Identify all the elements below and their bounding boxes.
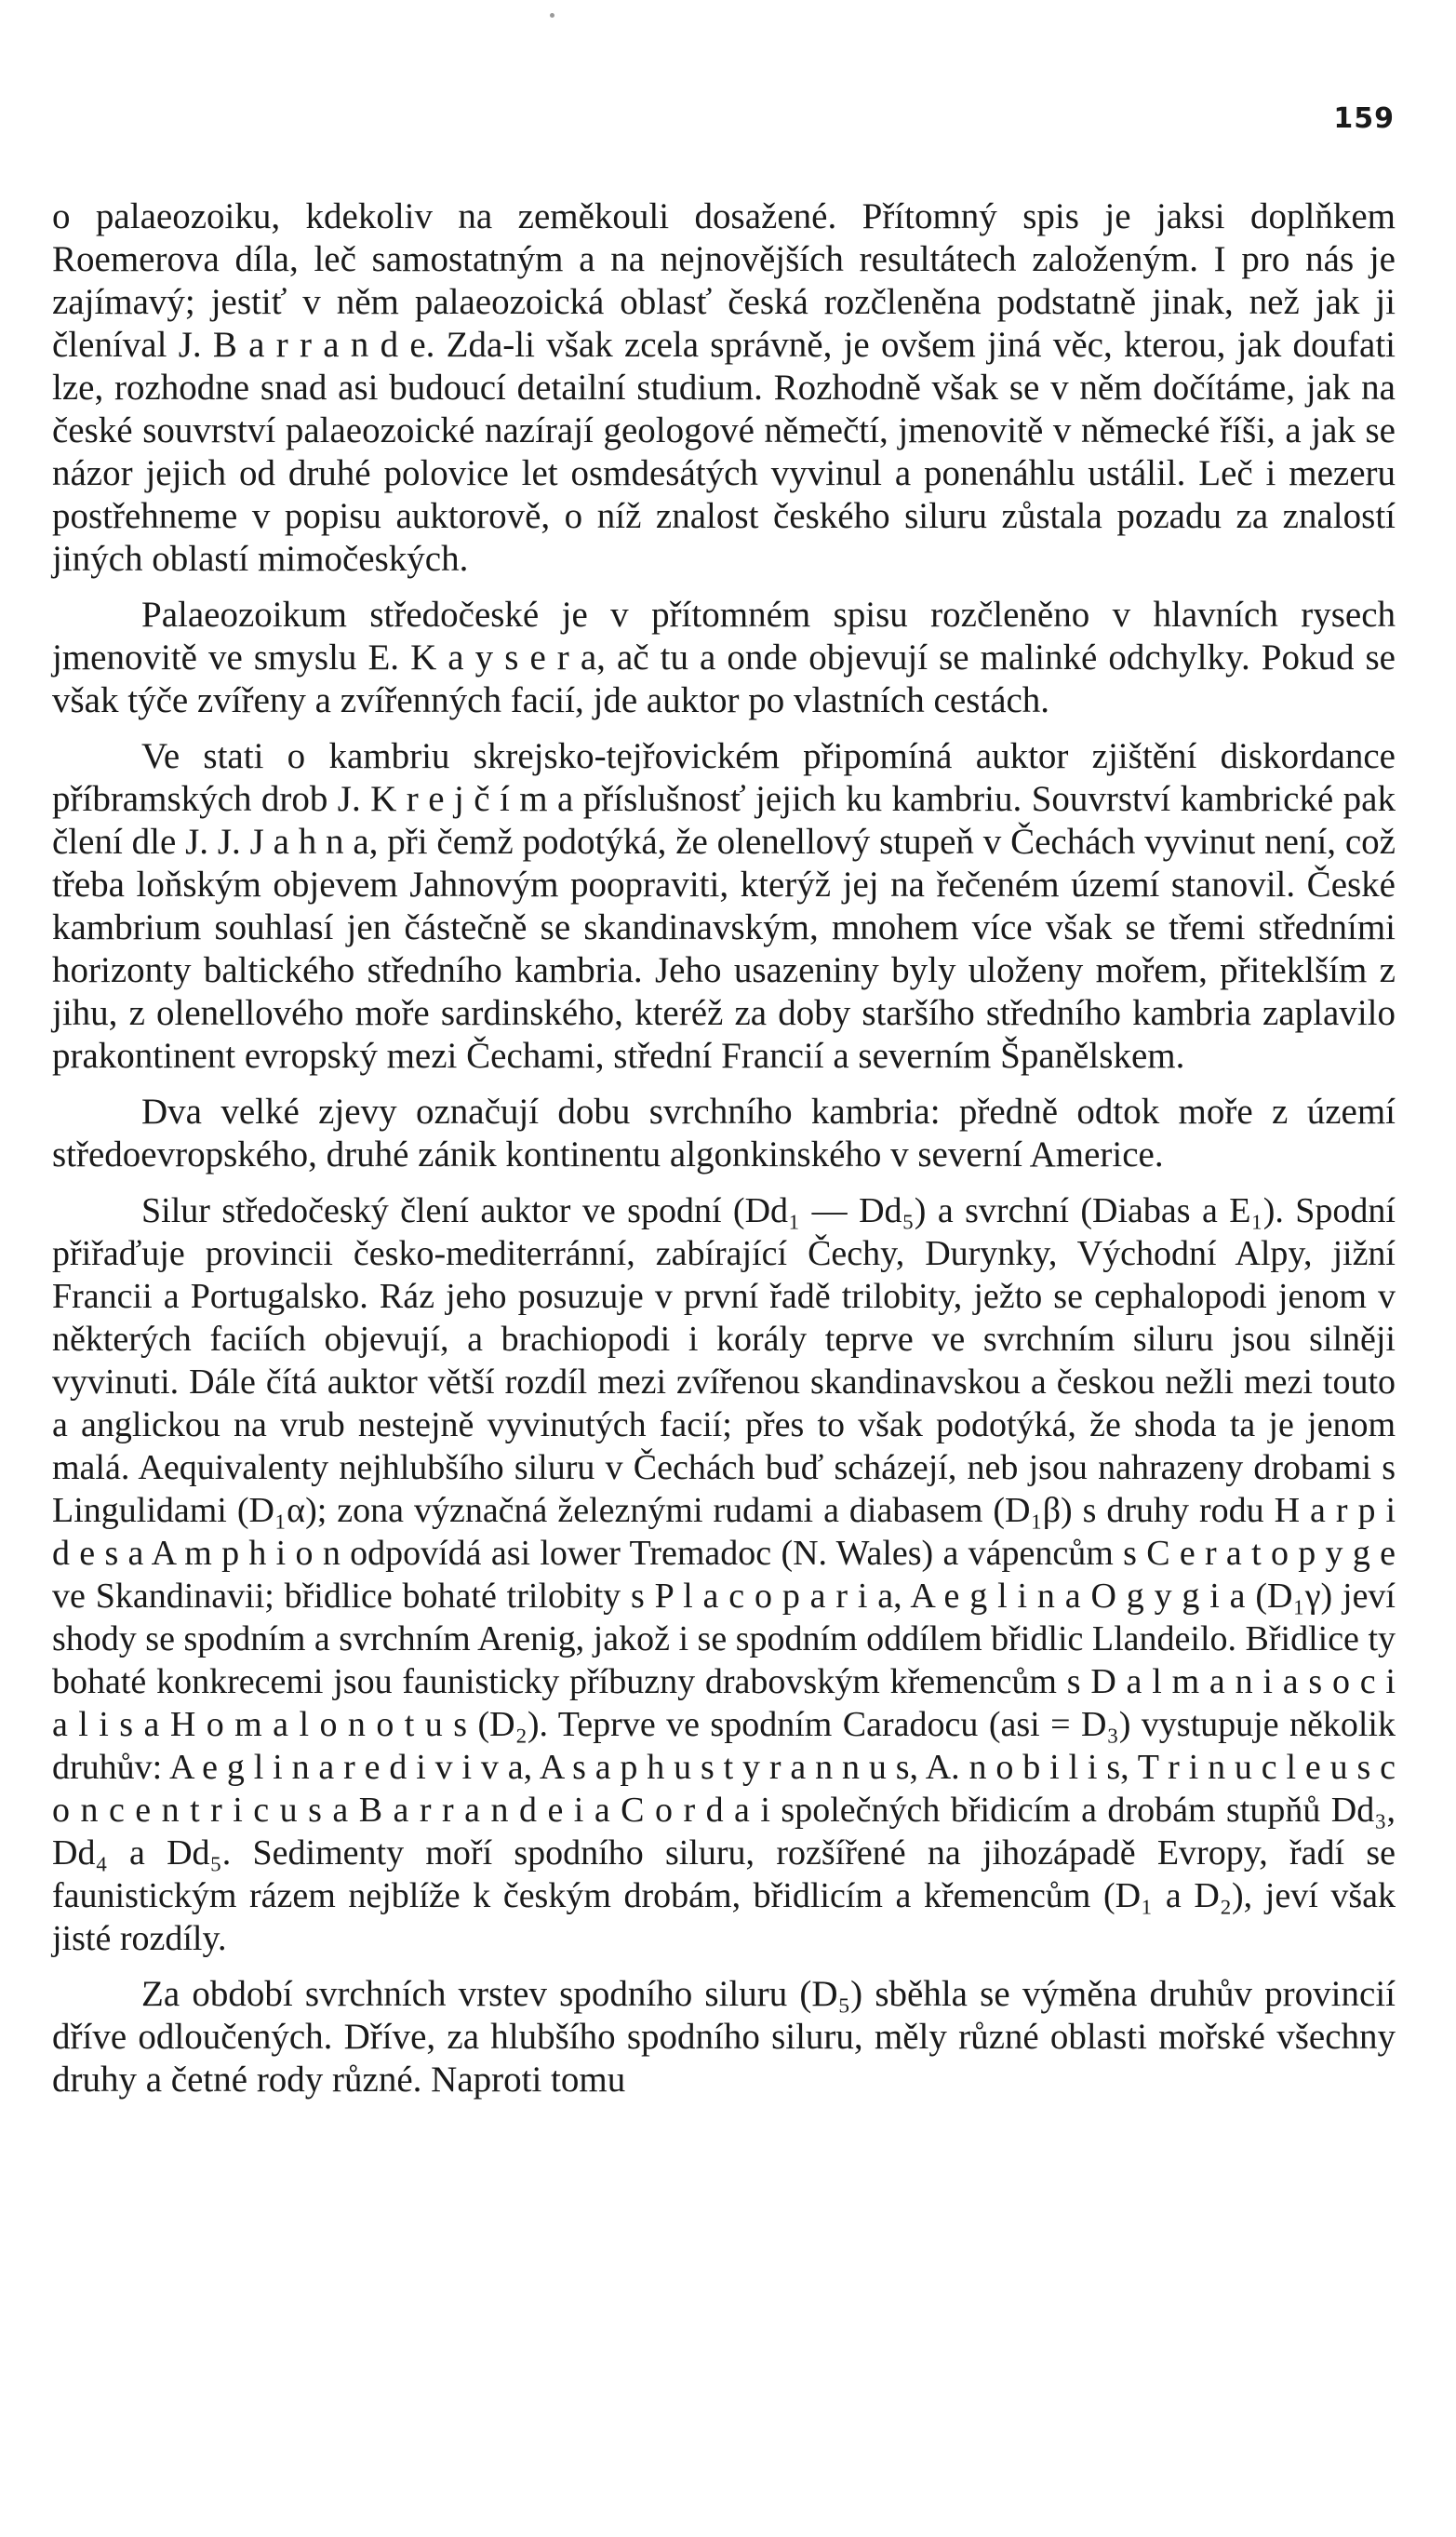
paragraph-2: Palaeozoikum středočeské je v přítomném spisu rozčleněno v hlavních rysech jmenovitě ve smyslu E. K a y s e r a, ač tu a onde objevují se malinké odchylky. Pokud se však týče zvířeny a zvířenných facií, jde auktor po vlastních cestách. <box>52 595 1396 720</box>
scan-dot-mark <box>550 13 554 18</box>
body-text <box>52 195 1396 2114</box>
paragraph-4: Dva velké zjevy označují dobu svrchního kambria: předně odtok moře z území středoevropského, druhé zánik kontinentu algonkinského v severní Americe. <box>52 1092 1396 1175</box>
paragraph-1: o palaeozoiku, kdekoliv na zeměkouli dosažené. Přítomný spis je jaksi doplňkem Roemerova díla, leč samostatným a na nejnovějších resultátech založeným. I pro nás je zajímavý; jestiť v něm palaeozoická oblasť česká rozčleněna podstatně jinak, než jak ji členíval J. B a r r a n d e. Zda-li však zcela správně, je ovšem jiná věc, kterou, jak doufati lze, rozhodne snad asi budoucí detailní studium. Rozhodně však se v něm dočítáme, jak na české souvrství palaeozoické nazírají geologové němečtí, jmenovitě v německé říši, a jak se názor jejich od druhé polovice let osmdesátých vyvinul a ponenáhlu ustálil. Leč i mezeru postřehneme v popisu auktorově, o níž znalost českého siluru zůstala pozadu za znalostí jiných oblastí mimočeských. <box>52 196 1396 579</box>
paragraph-3: Ve stati o kambriu skrejsko-tejřovickém připomíná auktor zjištění diskordance příbramských drob J. K r e j č í m a příslušnosť jejich ku kambriu. Souvrství kambrické pak člení dle J. J. J a h n a, při čemž podotýká, že olenellový stupeň v Čechách vyvinut není, což třeba loňským objevem Jahnovým poopraviti, kterýž jej na řečeném území stanovil. České kambrium souhlasí jen částečně se skandinavským, mnohem více však se třemi středními horizonty baltického středního kambria. Jeho usazeniny byly uloženy mořem, přiteklším z jihu, z olenellového moře sardinského, kteréž za doby staršího středního kambria zaplavilo prakontinent evropský mezi Čechami, střední Francií a severním Španělskem. <box>52 736 1396 1076</box>
paragraph-6: Za období svrchních vrstev spodního siluru (D₅) sběhla se výměna druhův provincií dříve odloučených. Dříve, za hlubšího spodního siluru, měly různé oblasti mořské všechny druhy a četné rody různé. Naproti tomu <box>52 1974 1396 2100</box>
page-number: 159 <box>1333 102 1395 135</box>
paragraph-5: Silur středočeský člení auktor ve spodní (Dd₁ — Dd₅) a svrchní (Diabas a E₁). Spodní přiřaďuje provincii česko-mediterránní, zabírající Čechy, Durynky, Východní Alpy, jižní Francii a Portugalsko. Ráz jeho posuzuje v první řadě trilobity, ježto se cephalopodi jenom v některých faciích objevují, a brachiopodi i korály teprve ve svrchním siluru jsou silněji vyvinuti. Dále čítá auktor větší rozdíl mezi zvířenou skandinavskou a českou nežli mezi touto a anglickou na vrub nestejně vyvinutých facií; přes to však podotýká, že shoda ta je jenom malá. Aequivalenty nejhlubšího siluru v Čechách buď scházejí, neb jsou nahrazeny drobami s Lingulidami (D₁α); zona význačná železnými rudami a diabasem (D₁β) s druhy rodu H a r p i d e s a A m p h i o n odpovídá asi lower Tremadoc (N. Wales) a vápencům s C e r a t o p y g e ve Skandinavii; břidlice bohaté trilobity s P l a c o p a r i a, A e g l i n a O g y g i a (D₁γ) jeví shody se spodním a svrchním Arenig, jakož i se spodním oddílem břidlic Llandeilo. Břidlice ty bohaté konkrecemi jsou faunisticky příbuzny drabovským křemencům s D a l m a n i a s o c i a l i s a H o m a l o n o t u s (D₂). Teprve ve spodním Caradocu (asi = D₃) vystupuje několik druhův: A e g l i n a r e d i v i v a, A s a p h u s t y r a n n u s, A. n o b i l i s, T r i n u c l e u s c o n c e n t r i c u s a B a r r a n d e i a C o r d a i společných břidicím a drobám stupňů Dd₃, Dd₄ a Dd₅. Sedimenty moří spodního siluru, rozšířené na jihozápadě Evropy, řadí se faunistickým rázem nejblíže k českým drobám, břidlicím a křemencům (D₁ a D₂), jeví však jisté rozdíly. <box>52 1191 1396 1958</box>
